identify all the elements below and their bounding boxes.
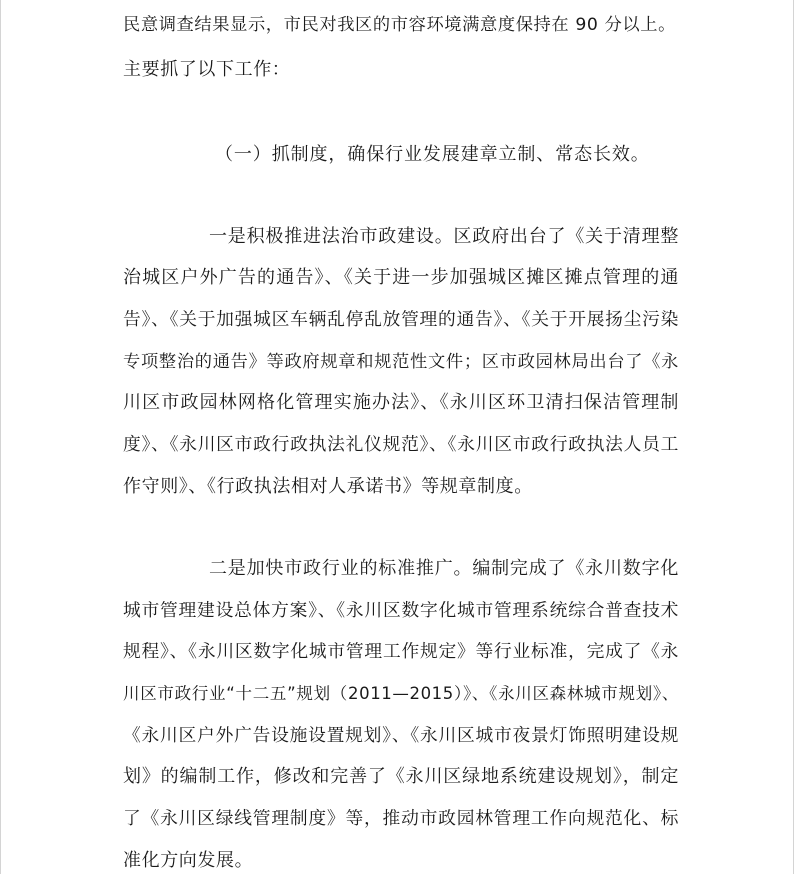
intro-line-2: 主要抓了以下工作： [123, 59, 291, 80]
para1-line-5: 川区市政园林网格化管理实施办法》、《永川区环卫清扫保洁管理制 [123, 392, 679, 413]
para1-line-3: 告》、《关于加强城区车辆乱停乱放管理的通告》、《关于开展扬尘污染 [123, 310, 679, 330]
para2-line-6: 划》的编制工作，修改和完善了《永川区绿地系统建设规划》，制定 [123, 766, 679, 787]
para2-line-2: 城市管理建设总体方案》、《永川区数字化城市管理系统综合普查技术 [123, 601, 679, 621]
para1-line-7: 作守则》、《行政执法相对人承诺书》等规章制度。 [123, 476, 533, 497]
para2-line-4: 川区市政行业“十二五”规划（2011—2015）》、《永川区森林城市规划》、 [123, 684, 679, 703]
para2-line-1: 二是加快市政行业的标准推广。编制完成了《永川数字化 [209, 558, 679, 579]
para1-line-1: 一是积极推进法治市政建设。区政府出台了《关于清理整 [209, 226, 679, 247]
para1-line-4: 专项整治的通告》等政府规章和规范性文件；区市政园林局出台了《永 [123, 352, 679, 372]
intro-line-1: 民意调查结果显示，市民对我区的市容环境满意度保持在 90 分以上。 [123, 15, 676, 35]
section-heading: （一）抓制度，确保行业发展建章立制、常态长效。 [215, 144, 650, 165]
para2-line-5: 《永川区户外广告设施设置规划》、《永川区城市夜景灯饰照明建设规 [123, 726, 679, 746]
para1-line-6: 度》、《永川区市政行政执法礼仪规范》、《永川区市政行政执法人员工 [123, 435, 679, 455]
para2-line-3: 规程》、《永川区数字化城市管理工作规定》等行业标准，完成了《永 [123, 642, 679, 662]
para2-line-7: 了《永川区绿线管理制度》等，推动市政园林管理工作向规范化、标 [123, 809, 679, 829]
para2-line-8: 准化方向发展。 [123, 850, 254, 871]
para1-line-2: 治城区户外广告的通告》、《关于进一步加强城区摊区摊点管理的通 [123, 267, 679, 288]
